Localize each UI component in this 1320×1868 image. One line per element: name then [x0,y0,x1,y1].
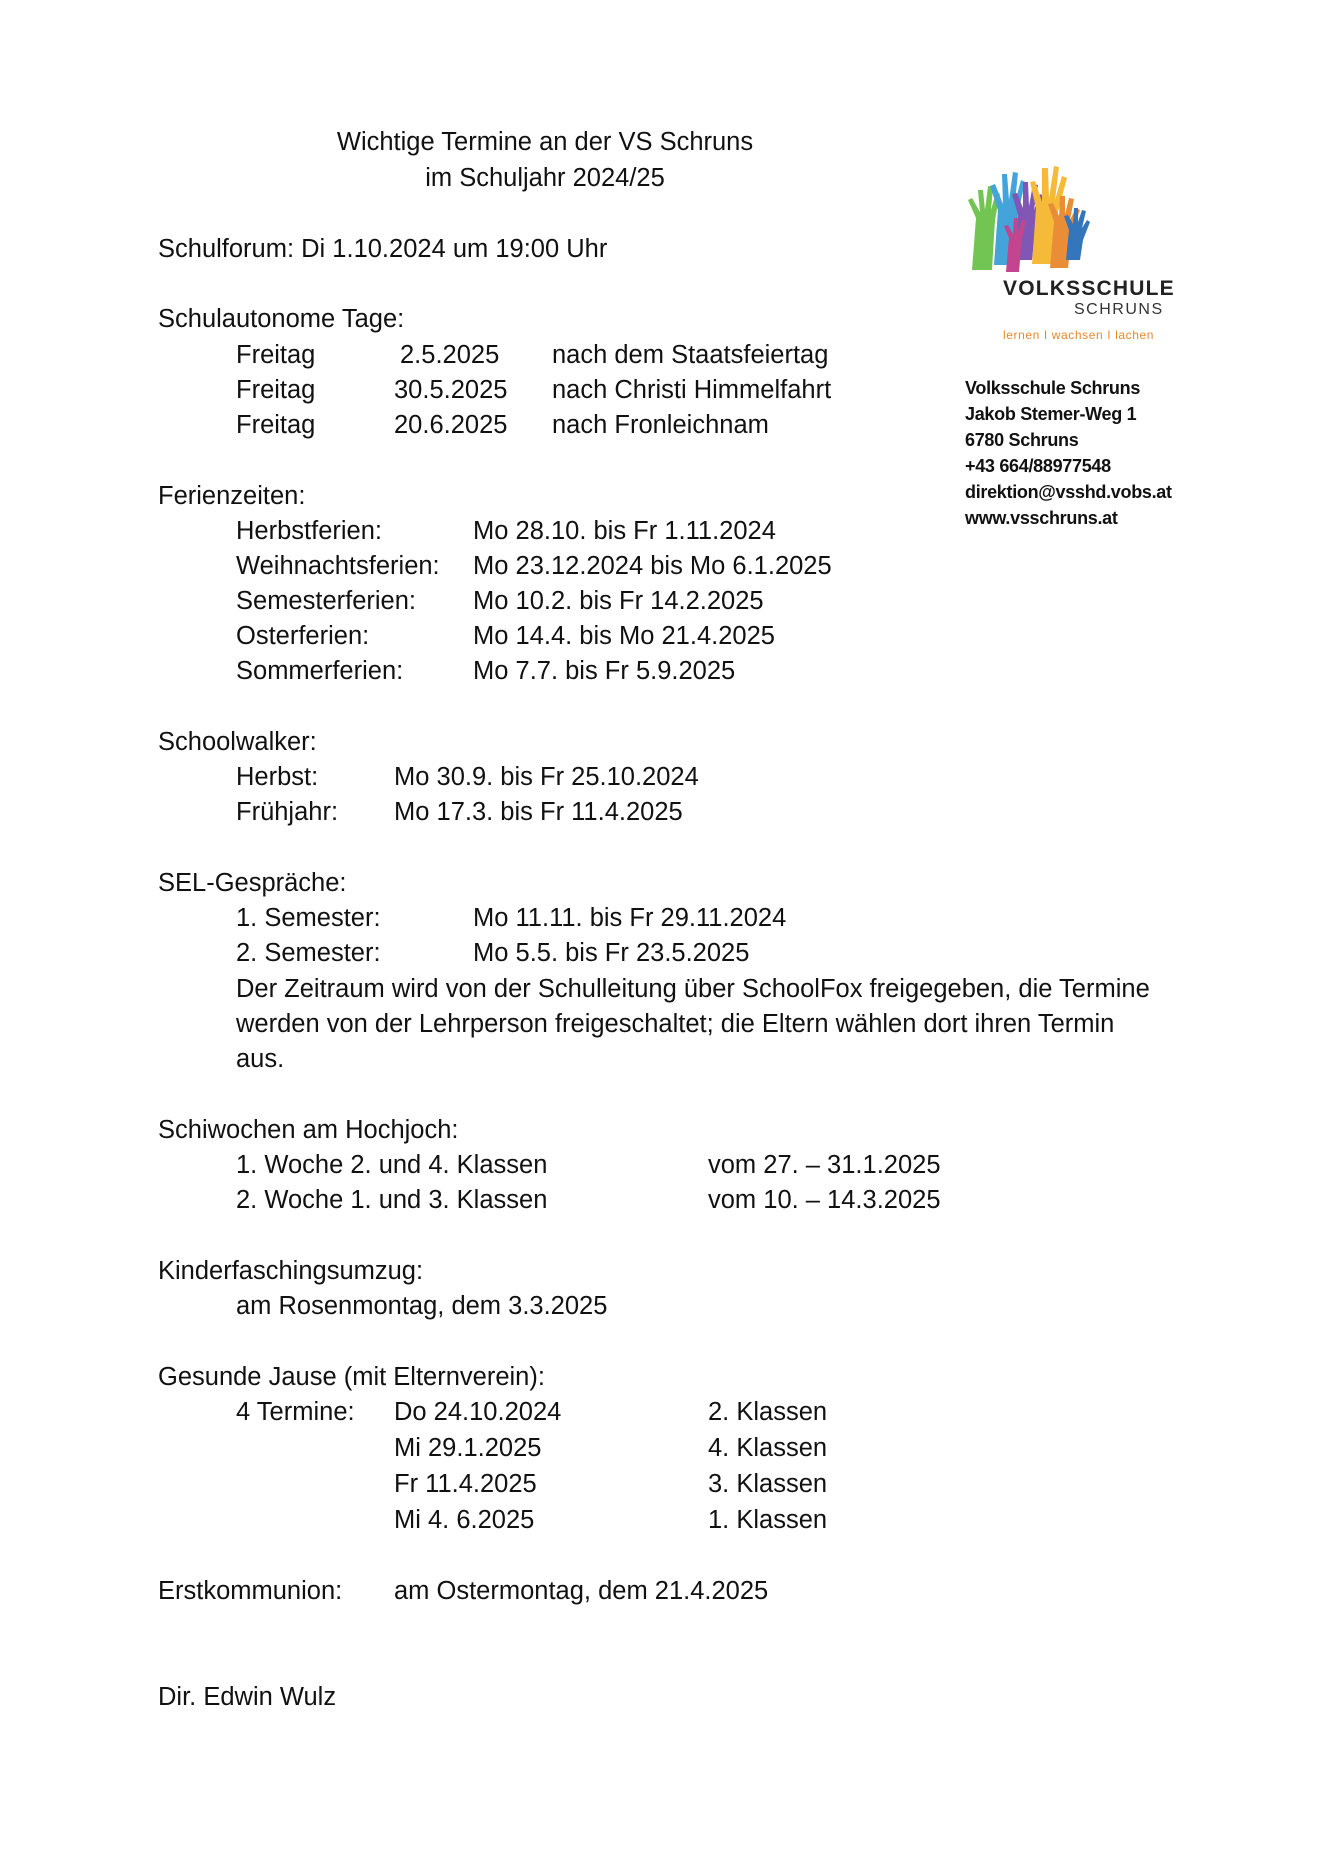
address-email[interactable]: direktion@vsshd.vobs.at [965,482,1172,502]
schoolwalker-row-1-label: Herbst: [236,763,319,791]
jause-label: 4 Termine: [236,1398,355,1426]
schulautonom-row-1-note: nach dem Staatsfeiertag [552,341,829,369]
jause-row-4-classes: 1. Klassen [708,1506,828,1534]
ferien-row-3-label: Semesterferien: [236,587,416,615]
jause-row-2-date: Mi 29.1.2025 [394,1434,542,1462]
jause-heading: Gesunde Jause (mit Elternverein): [158,1363,545,1391]
erstkommunion-label: Erstkommunion: [158,1577,343,1605]
sel-row-2-label: 2. Semester: [236,939,381,967]
schulautonom-row-2-note: nach Christi Himmelfahrt [552,376,832,404]
sel-row-1-label: 1. Semester: [236,904,381,932]
ferien-row-3-value: Mo 10.2. bis Fr 14.2.2025 [473,587,764,615]
ferien-row-5-value: Mo 7.7. bis Fr 5.9.2025 [473,657,736,685]
schoolwalker-row-2-label: Frühjahr: [236,798,339,826]
address-street: Jakob Stemer-Weg 1 [965,404,1137,424]
jause-row-3-date: Fr 11.4.2025 [394,1470,537,1498]
signature: Dir. Edwin Wulz [158,1683,337,1711]
schoolwalker-row-2-value: Mo 17.3. bis Fr 11.4.2025 [394,798,683,826]
logo-tagline: lernen I wachsen I lachen [1003,328,1155,342]
logo-school-town: SCHRUNS [1074,301,1164,318]
address-name: Volksschule Schruns [965,378,1141,398]
sel-note-line-3: aus. [236,1045,285,1073]
title-line-2: im Schuljahr 2024/25 [425,164,665,192]
address-phone: +43 664/88977548 [965,456,1111,476]
ferien-row-2-label: Weihnachtsferien: [236,552,440,580]
ferien-row-1-value: Mo 28.10. bis Fr 1.11.2024 [473,517,776,545]
title-line-1: Wichtige Termine an der VS Schruns [336,128,754,156]
schiwochen-row-1-label: 1. Woche 2. und 4. Klassen [236,1151,548,1179]
school-logo-hands-icon [962,160,1112,275]
address-city: 6780 Schruns [965,430,1079,450]
address-web[interactable]: www.vsschruns.at [965,508,1118,528]
ferien-row-1-label: Herbstferien: [236,517,382,545]
schulautonom-row-2-date: 30.5.2025 [394,376,508,404]
schoolwalker-heading: Schoolwalker: [158,728,317,756]
schiwochen-row-1-value: vom 27. – 31.1.2025 [708,1151,941,1179]
ferien-row-5-label: Sommerferien: [236,657,404,685]
schiwochen-heading: Schiwochen am Hochjoch: [158,1116,459,1144]
jause-row-1-date: Do 24.10.2024 [394,1398,562,1426]
jause-row-4-date: Mi 4. 6.2025 [394,1506,535,1534]
schulautonom-row-1-day: Freitag [236,341,316,369]
logo-school-name: VOLKSSCHULE [1003,277,1175,300]
sel-row-2-value: Mo 5.5. bis Fr 23.5.2025 [473,939,750,967]
schoolwalker-row-1-value: Mo 30.9. bis Fr 25.10.2024 [394,763,699,791]
fasching-heading: Kinderfaschingsumzug: [158,1257,424,1285]
schulautonom-row-3-date: 20.6.2025 [394,411,508,439]
schulautonom-row-2-day: Freitag [236,376,316,404]
sel-note-line-1: Der Zeitraum wird von der Schulleitung über SchoolFox freigegeben, die Termine [236,975,1150,1003]
sel-row-1-value: Mo 11.11. bis Fr 29.11.2024 [473,904,787,932]
schulforum-line: Schulforum: Di 1.10.2024 um 19:00 Uhr [158,235,608,263]
sel-heading: SEL-Gespräche: [158,869,347,897]
schulautonom-row-1-date: 2.5.2025 [400,341,500,369]
jause-row-1-classes: 2. Klassen [708,1398,828,1426]
ferien-row-4-value: Mo 14.4. bis Mo 21.4.2025 [473,622,775,650]
jause-row-2-classes: 4. Klassen [708,1434,828,1462]
ferien-row-2-value: Mo 23.12.2024 bis Mo 6.1.2025 [473,552,832,580]
schulautonom-row-3-note: nach Fronleichnam [552,411,769,439]
jause-row-3-classes: 3. Klassen [708,1470,828,1498]
schulautonom-row-3-day: Freitag [236,411,316,439]
ferien-row-4-label: Osterferien: [236,622,370,650]
erstkommunion-value: am Ostermontag, dem 21.4.2025 [394,1577,769,1605]
fasching-text: am Rosenmontag, dem 3.3.2025 [236,1292,608,1320]
ferien-heading: Ferienzeiten: [158,482,306,510]
schiwochen-row-2-value: vom 10. – 14.3.2025 [708,1186,941,1214]
sel-note-line-2: werden von der Lehrperson freigeschaltet; die Eltern wählen dort ihren Termin [236,1010,1115,1038]
schiwochen-row-2-label: 2. Woche 1. und 3. Klassen [236,1186,548,1214]
schulautonom-heading: Schulautonome Tage: [158,305,405,333]
